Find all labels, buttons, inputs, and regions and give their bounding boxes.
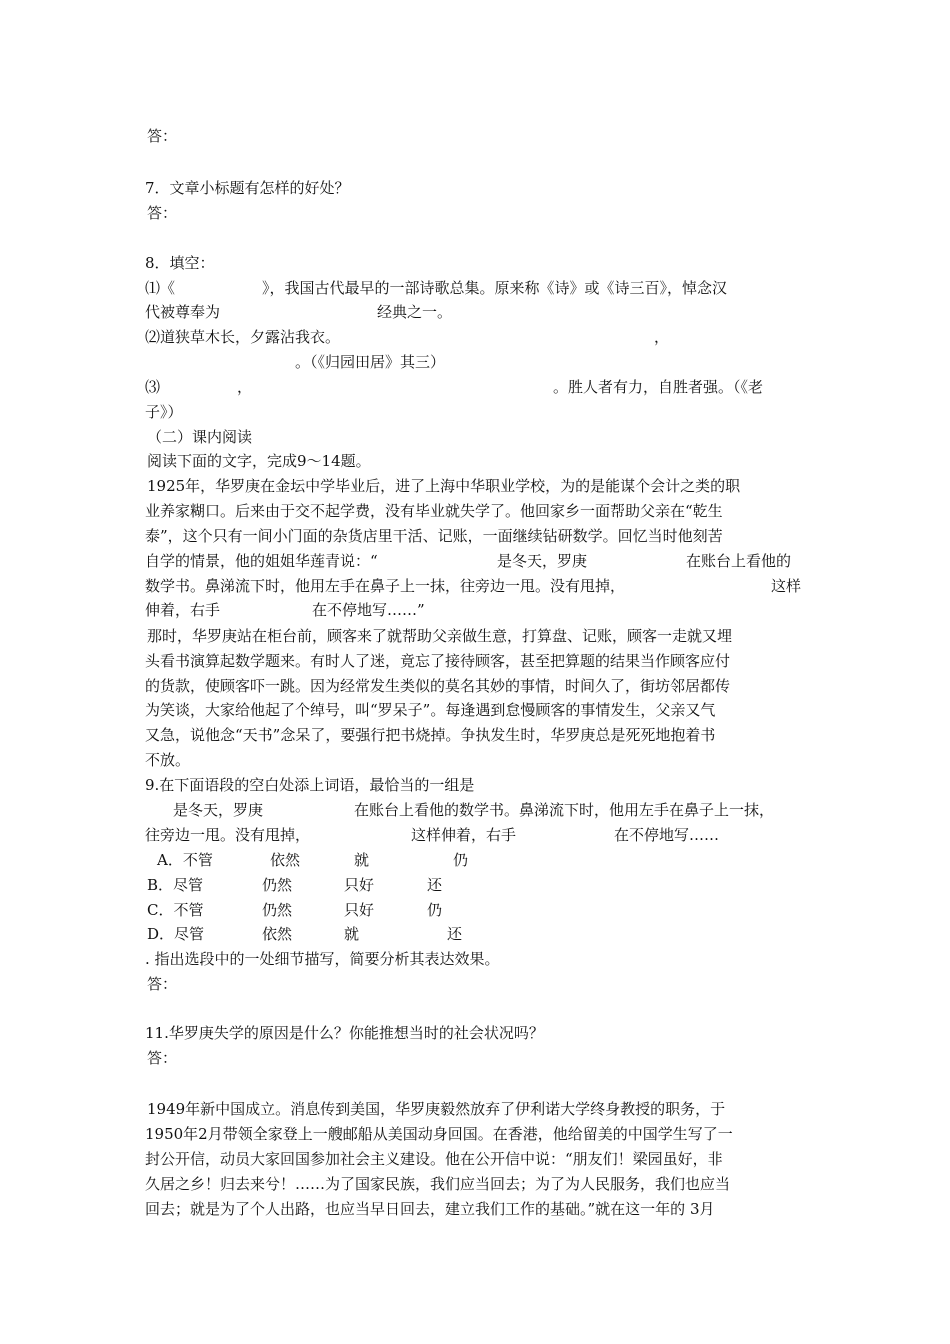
text-segment: . 指出选段中的一处细节描写，简要分析其表达效果。 <box>145 950 500 968</box>
text-segment: 答： <box>147 975 178 993</box>
text-segment: 。胜人者有力，自胜者强。（《老 <box>553 378 764 396</box>
text-segment: 在账台上看他的数学书。鼻涕流下时，他用左手在鼻子上一抹， <box>354 801 775 819</box>
text-segment: 数学书。鼻涕流下时，他用左手在鼻子上一抹，往旁边一甩。没有甩掉， <box>145 577 626 595</box>
text-segment: 伸着，右手 <box>145 601 221 619</box>
text-segment: 依然 <box>270 851 301 869</box>
text-segment: （二）课内阅读 <box>147 428 253 446</box>
text-segment: 头看书演算起数学题来。有时人了迷，竟忘了接待顾客，甚至把算题的结果当作顾客应付 <box>145 652 731 670</box>
text-segment: 11.华罗庚失学的原因是什么？你能推想当时的社会状况吗？ <box>145 1024 544 1042</box>
text-segment: 阅读下面的文字，完成9～14题。 <box>147 452 371 470</box>
text-segment: 业养家糊口。后来由于交不起学费，没有毕业就失学了。他回家乡一面帮助父亲在“乾生 <box>145 502 723 520</box>
text-segment: 还 <box>427 876 443 894</box>
text-segment: 为笑谈，大家给他起了个绰号，叫“罗呆子”。每逢遇到怠慢顾客的事情发生，父亲又气 <box>145 701 716 719</box>
text-segment: B．尽管 <box>147 876 204 894</box>
text-segment: D．尽管 <box>147 925 205 943</box>
text-segment: 往旁边一甩。没有甩掉， <box>145 826 311 844</box>
text-segment: ⑴《 <box>145 279 176 297</box>
text-segment: 7．文章小标题有怎样的好处？ <box>145 179 350 197</box>
text-segment: ， <box>237 378 253 396</box>
text-segment: ⑵道狭草木长，夕露沾我衣。 <box>145 328 341 346</box>
text-segment: 答： <box>147 1049 178 1067</box>
text-segment: 仍 <box>453 851 469 869</box>
text-segment: 9.在下面语段的空白处添上词语，最恰当的一组是 <box>145 776 475 794</box>
text-segment: 。（《归园田居》其三） <box>295 353 446 371</box>
text-segment: 的货款，使顾客吓一跳。因为经常发生类似的莫名其妙的事情，时间久了，街坊邻居都传 <box>145 677 731 695</box>
text-segment: 就 <box>344 925 360 943</box>
text-segment: 久居之乡！归去来兮！……为了国家民族，我们应当回去；为了为人民服务，我们也应当 <box>145 1175 731 1193</box>
text-segment: 又急，说他念“天书”念呆了，要强行把书烧掉。争执发生时，华罗庚总是死死地抱着书 <box>145 726 716 744</box>
text-segment: 就 <box>354 851 370 869</box>
text-segment: 自学的情景，他的姐姐华莲青说：“ <box>145 552 378 570</box>
text-segment: 代被尊奉为 <box>145 303 221 321</box>
text-segment: 是冬天，罗庚 <box>173 801 264 819</box>
text-segment: 回去；就是为了个人出路，也应当早日回去，建立我们工作的基础。”就在这一年的 3月 <box>145 1200 715 1218</box>
text-segment: 只好 <box>344 901 375 919</box>
text-segment: 在不停地写…… <box>614 826 720 844</box>
text-segment: C．不管 <box>147 901 204 919</box>
text-segment: 仍 <box>427 901 443 919</box>
text-segment: 是冬天，罗庚 <box>497 552 588 570</box>
text-segment: 这样 <box>771 577 802 595</box>
text-segment: 子》） <box>145 403 183 421</box>
text-segment: 仍然 <box>262 876 293 894</box>
text-segment: 1950年2月带领全家登上一艘邮船从美国动身回国。在香港，他给留美的中国学生写了一 <box>145 1125 733 1143</box>
text-segment: 答： <box>147 204 178 222</box>
text-segment: 依然 <box>262 925 293 943</box>
text-segment: 仍然 <box>262 901 293 919</box>
text-segment: 在不停地写……” <box>312 601 425 619</box>
text-segment: ， <box>654 328 670 346</box>
text-segment: 经典之一。 <box>377 303 453 321</box>
text-segment: 答： <box>147 127 178 145</box>
text-segment: 泰”，这个只有一间小门面的杂货店里干活、记账，一面继续钻研数学。回忆当时他刻苦 <box>145 527 723 545</box>
text-segment: 不放。 <box>145 751 191 769</box>
text-segment: 》，我国古代最早的一部诗歌总集。原来称《诗》或《诗三百》，悼念汉 <box>262 279 728 297</box>
text-segment: 1925年，华罗庚在金坛中学毕业后，进了上海中华职业学校，为的是能谋个会计之类的职 <box>147 477 741 495</box>
text-segment: 那时，华罗庚站在柜台前，顾客来了就帮助父亲做生意，打算盘、记账，顾客一走就又埋 <box>147 627 733 645</box>
text-segment: 这样伸着，右手 <box>411 826 517 844</box>
text-segment: ⑶ <box>145 378 161 396</box>
text-segment: 1949年新中国成立。消息传到美国，华罗庚毅然放弃了伊利诺大学终身教授的职务，于 <box>147 1100 726 1118</box>
text-segment: 还 <box>447 925 463 943</box>
text-segment: 8．填空： <box>145 254 215 272</box>
text-segment: 在账台上看他的 <box>686 552 792 570</box>
text-segment: 封公开信，动员大家回国参加社会主义建设。他在公开信中说：“朋友们！梁园虽好，非 <box>145 1150 723 1168</box>
text-segment: A．不管 <box>157 851 213 869</box>
text-segment: 只好 <box>344 876 375 894</box>
